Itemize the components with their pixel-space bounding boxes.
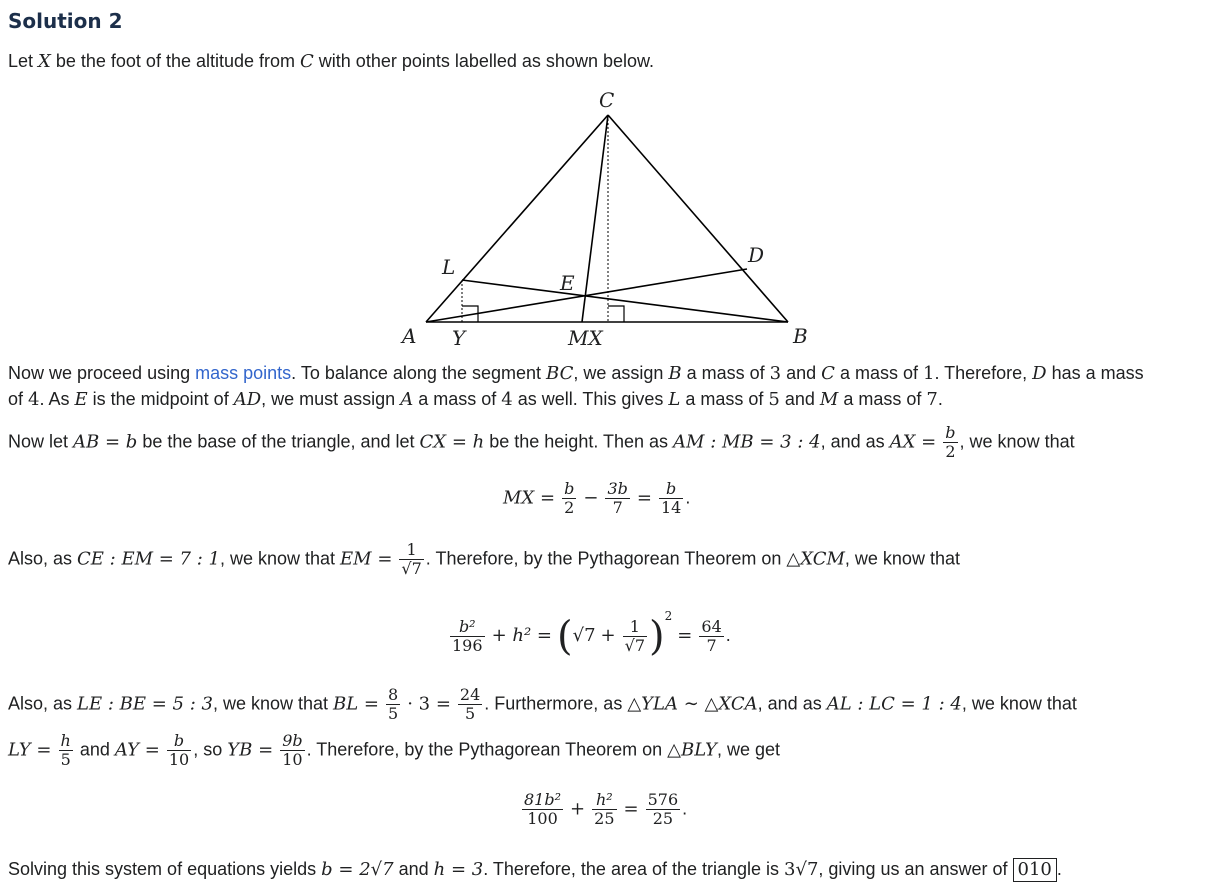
label-mx: MX [568, 326, 603, 350]
side-bc [608, 115, 788, 322]
final-answer-line: Solving this system of equations yields b = 2√7 and h = 3. Therefore, the area of the triangle is 3√7, giving us an answer of 010 . [8, 859, 1062, 880]
equation-pythagorean-2: $\frac{\text{81b²}}{100}$ + $\frac{\text{h²}}{25}$ = $\frac{576}{25}$ . [524, 790, 688, 828]
label-b: B [793, 324, 808, 348]
ly-line: LY = $\frac{h}{5}$ and AY = $\frac{b}{10}$ , so YB = $\frac{9b}{10}$ . Therefore, by the Pythagorean Theorem on △BLY, we get [8, 731, 780, 769]
cevian-cm [582, 115, 608, 322]
label-e: E [560, 271, 575, 295]
side-ac [426, 115, 608, 322]
em-line: Also, as CE : EM = 7 : 1, we know that EM = $\frac{1}{√7}$ . Therefore, by the Pythagorean Theorem on △XCM, we know that [8, 540, 960, 578]
bl-line: Also, as LE : BE = 5 : 3, we know that BL = $\frac{8}{5}$ · 3 = $\frac{24}{5}$ . Furthermore, as △YLA ∼ △XCA, and as AL : LC = 1 : 4, we know that [8, 685, 1077, 723]
fraction-b-over-2: $\frac{b}{2}$ [945, 423, 956, 461]
label-c: C [599, 88, 615, 112]
equation-pythagorean-1: $\frac{\text{b²}}{196}$ + h² = (√7 + $\frac{1}{√7}$ )$^2$ = $\frac{64}{7}$ . [452, 609, 731, 660]
label-l: L [442, 255, 456, 279]
mass-points-link[interactable]: mass points [195, 363, 292, 383]
label-y: Y [452, 326, 466, 350]
boxed-answer: 010 [1013, 858, 1057, 882]
label-d: D [748, 243, 765, 267]
equation-mx: MX = $\frac{b}{2}$ − $\frac{3b}{7}$ = $\frac{b}{14}$ . [503, 479, 691, 517]
intro-text: Let X be the foot of the altitude from C with other points labelled as shown below. [8, 51, 655, 72]
cevian-bl [462, 280, 788, 322]
label-a: A [402, 324, 417, 348]
triangle-diagram [390, 84, 830, 354]
base-height-line: Now let AB = b be the base of the triangle, and let CX = h be the height. Then as AM : MB = 3 : 4, and as AX = $\frac{b}{2}$ , we know that [8, 423, 1075, 461]
mass-points-line-2: of 4. As E is the midpoint of AD, we must assign A a mass of 4 as well. This gives L a mass of 5 and M a mass of 7. [8, 389, 943, 410]
solution-heading: Solution 2 [8, 9, 123, 33]
mass-points-line-1: Now we proceed using mass points. To balance along the segment BC, we assign B a mass of 3 and C a mass of 1. Therefore, D has a mass [8, 363, 1144, 384]
right-angle-x [608, 306, 624, 322]
